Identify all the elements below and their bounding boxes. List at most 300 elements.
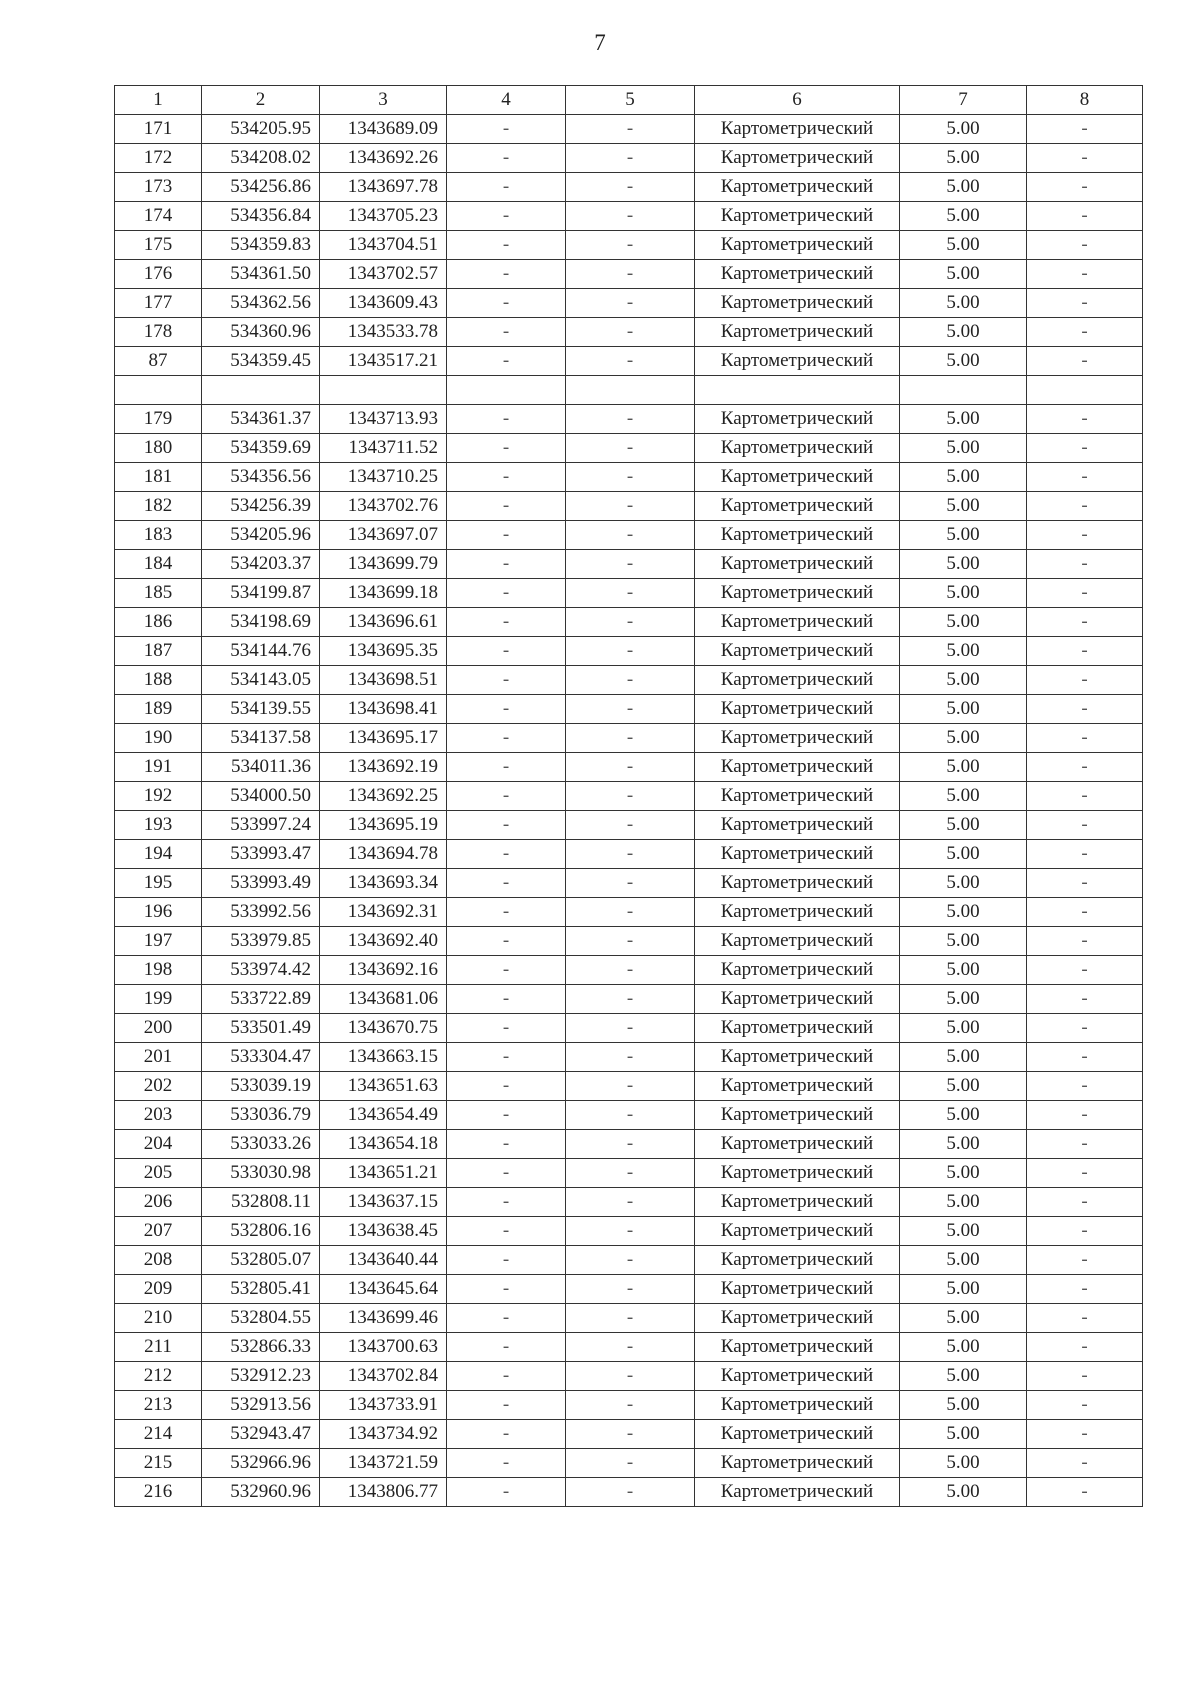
column-4-cell: - <box>447 782 566 811</box>
point-number-cell: 212 <box>115 1362 202 1391</box>
column-4-cell: - <box>447 463 566 492</box>
y-coordinate-cell: 1343704.51 <box>320 231 447 260</box>
method-cell: Картометрический <box>695 782 900 811</box>
method-cell: Картометрический <box>695 695 900 724</box>
coordinates-table <box>114 85 1143 1507</box>
column-8-cell: - <box>1027 434 1143 463</box>
method-cell: Картометрический <box>695 1014 900 1043</box>
y-coordinate-cell: 1343696.61 <box>320 608 447 637</box>
column-8-cell: - <box>1027 202 1143 231</box>
point-number-cell: 204 <box>115 1130 202 1159</box>
y-coordinate-cell: 1343700.63 <box>320 1333 447 1362</box>
point-number-cell: 87 <box>115 347 202 376</box>
column-5-cell: - <box>566 1246 695 1275</box>
point-number-cell: 200 <box>115 1014 202 1043</box>
point-number-cell: 198 <box>115 956 202 985</box>
accuracy-cell: 5.00 <box>900 811 1027 840</box>
table-row <box>115 144 1143 173</box>
point-number-cell: 176 <box>115 260 202 289</box>
y-coordinate-cell: 1343651.21 <box>320 1159 447 1188</box>
x-coordinate-cell: 534360.96 <box>202 318 320 347</box>
table-row <box>115 202 1143 231</box>
y-coordinate-cell: 1343693.34 <box>320 869 447 898</box>
table-body <box>115 115 1143 1507</box>
accuracy-cell: 5.00 <box>900 579 1027 608</box>
table-row <box>115 1130 1143 1159</box>
column-4-cell: - <box>447 1101 566 1130</box>
column-4-cell: - <box>447 840 566 869</box>
column-4-cell <box>447 376 566 405</box>
column-header: 7 <box>900 86 1027 115</box>
x-coordinate-cell: 533304.47 <box>202 1043 320 1072</box>
column-5-cell: - <box>566 231 695 260</box>
x-coordinate-cell: 534199.87 <box>202 579 320 608</box>
point-number-cell: 185 <box>115 579 202 608</box>
table-row <box>115 840 1143 869</box>
table-row <box>115 1449 1143 1478</box>
method-cell: Картометрический <box>695 1391 900 1420</box>
y-coordinate-cell: 1343638.45 <box>320 1217 447 1246</box>
column-8-cell: - <box>1027 1014 1143 1043</box>
table-row <box>115 1188 1143 1217</box>
column-5-cell: - <box>566 1362 695 1391</box>
table-row <box>115 1217 1143 1246</box>
accuracy-cell: 5.00 <box>900 985 1027 1014</box>
x-coordinate-cell: 532913.56 <box>202 1391 320 1420</box>
x-coordinate-cell: 533992.56 <box>202 898 320 927</box>
y-coordinate-cell: 1343695.19 <box>320 811 447 840</box>
method-cell: Картометрический <box>695 1420 900 1449</box>
column-8-cell: - <box>1027 695 1143 724</box>
x-coordinate-cell: 533036.79 <box>202 1101 320 1130</box>
x-coordinate-cell: 534011.36 <box>202 753 320 782</box>
column-4-cell: - <box>447 1217 566 1246</box>
column-5-cell: - <box>566 782 695 811</box>
point-number-cell: 210 <box>115 1304 202 1333</box>
accuracy-cell: 5.00 <box>900 347 1027 376</box>
accuracy-cell: 5.00 <box>900 492 1027 521</box>
column-8-cell: - <box>1027 898 1143 927</box>
column-4-cell: - <box>447 1159 566 1188</box>
column-8-cell: - <box>1027 492 1143 521</box>
column-5-cell: - <box>566 347 695 376</box>
point-number-cell: 199 <box>115 985 202 1014</box>
column-5-cell: - <box>566 695 695 724</box>
column-4-cell: - <box>447 753 566 782</box>
column-8-cell: - <box>1027 811 1143 840</box>
column-header: 8 <box>1027 86 1143 115</box>
x-coordinate-cell: 534256.39 <box>202 492 320 521</box>
column-4-cell: - <box>447 347 566 376</box>
table-row <box>115 898 1143 927</box>
x-coordinate-cell: 534356.84 <box>202 202 320 231</box>
column-4-cell: - <box>447 289 566 318</box>
x-coordinate-cell: 532804.55 <box>202 1304 320 1333</box>
point-number-cell: 183 <box>115 521 202 550</box>
x-coordinate-cell: 534139.55 <box>202 695 320 724</box>
column-5-cell: - <box>566 550 695 579</box>
y-coordinate-cell: 1343694.78 <box>320 840 447 869</box>
y-coordinate-cell: 1343702.76 <box>320 492 447 521</box>
y-coordinate-cell: 1343713.93 <box>320 405 447 434</box>
column-5-cell: - <box>566 492 695 521</box>
point-number-cell: 209 <box>115 1275 202 1304</box>
point-number-cell: 205 <box>115 1159 202 1188</box>
x-coordinate-cell: 534359.69 <box>202 434 320 463</box>
column-4-cell: - <box>447 1130 566 1159</box>
accuracy-cell: 5.00 <box>900 260 1027 289</box>
accuracy-cell: 5.00 <box>900 1130 1027 1159</box>
header-row <box>115 86 1143 115</box>
accuracy-cell: 5.00 <box>900 782 1027 811</box>
table-row <box>115 289 1143 318</box>
y-coordinate-cell: 1343711.52 <box>320 434 447 463</box>
point-number-cell: 191 <box>115 753 202 782</box>
y-coordinate-cell: 1343702.57 <box>320 260 447 289</box>
y-coordinate-cell: 1343651.63 <box>320 1072 447 1101</box>
column-4-cell: - <box>447 608 566 637</box>
y-coordinate-cell: 1343663.15 <box>320 1043 447 1072</box>
table-row <box>115 1420 1143 1449</box>
accuracy-cell: 5.00 <box>900 1420 1027 1449</box>
column-8-cell: - <box>1027 637 1143 666</box>
y-coordinate-cell: 1343806.77 <box>320 1478 447 1507</box>
accuracy-cell <box>900 376 1027 405</box>
accuracy-cell: 5.00 <box>900 144 1027 173</box>
table-row <box>115 1014 1143 1043</box>
column-5-cell: - <box>566 1420 695 1449</box>
method-cell: Картометрический <box>695 1130 900 1159</box>
x-coordinate-cell: 532943.47 <box>202 1420 320 1449</box>
column-4-cell: - <box>447 1478 566 1507</box>
point-number-cell: 171 <box>115 115 202 144</box>
column-4-cell: - <box>447 550 566 579</box>
accuracy-cell: 5.00 <box>900 1072 1027 1101</box>
column-4-cell: - <box>447 1014 566 1043</box>
accuracy-cell: 5.00 <box>900 927 1027 956</box>
method-cell: Картометрический <box>695 144 900 173</box>
table-row <box>115 115 1143 144</box>
point-number-cell: 203 <box>115 1101 202 1130</box>
point-number-cell: 184 <box>115 550 202 579</box>
method-cell: Картометрический <box>695 1478 900 1507</box>
column-4-cell: - <box>447 202 566 231</box>
x-coordinate-cell: 532866.33 <box>202 1333 320 1362</box>
x-coordinate-cell: 532960.96 <box>202 1478 320 1507</box>
column-header: 2 <box>202 86 320 115</box>
y-coordinate-cell: 1343654.49 <box>320 1101 447 1130</box>
x-coordinate-cell: 534361.50 <box>202 260 320 289</box>
accuracy-cell: 5.00 <box>900 434 1027 463</box>
accuracy-cell: 5.00 <box>900 1043 1027 1072</box>
column-4-cell: - <box>447 637 566 666</box>
point-number-cell: 189 <box>115 695 202 724</box>
column-8-cell: - <box>1027 1130 1143 1159</box>
column-4-cell: - <box>447 144 566 173</box>
column-8-cell: - <box>1027 347 1143 376</box>
column-5-cell: - <box>566 1391 695 1420</box>
x-coordinate-cell: 534356.56 <box>202 463 320 492</box>
point-number-cell: 190 <box>115 724 202 753</box>
y-coordinate-cell: 1343697.07 <box>320 521 447 550</box>
accuracy-cell: 5.00 <box>900 753 1027 782</box>
column-4-cell: - <box>447 1333 566 1362</box>
x-coordinate-cell: 534361.37 <box>202 405 320 434</box>
method-cell: Картометрический <box>695 347 900 376</box>
accuracy-cell: 5.00 <box>900 1362 1027 1391</box>
column-4-cell: - <box>447 434 566 463</box>
point-number-cell: 207 <box>115 1217 202 1246</box>
method-cell: Картометрический <box>695 115 900 144</box>
column-8-cell: - <box>1027 1159 1143 1188</box>
y-coordinate-cell: 1343689.09 <box>320 115 447 144</box>
table-row <box>115 1159 1143 1188</box>
accuracy-cell: 5.00 <box>900 405 1027 434</box>
method-cell: Картометрический <box>695 289 900 318</box>
column-4-cell: - <box>447 1420 566 1449</box>
column-header: 5 <box>566 86 695 115</box>
column-8-cell: - <box>1027 1246 1143 1275</box>
method-cell: Картометрический <box>695 1333 900 1362</box>
point-number-cell: 195 <box>115 869 202 898</box>
table-row <box>115 695 1143 724</box>
table-row <box>115 608 1143 637</box>
x-coordinate-cell: 532806.16 <box>202 1217 320 1246</box>
column-8-cell: - <box>1027 144 1143 173</box>
method-cell: Картометрический <box>695 840 900 869</box>
method-cell: Картометрический <box>695 1072 900 1101</box>
column-5-cell: - <box>566 1333 695 1362</box>
y-coordinate-cell: 1343697.78 <box>320 173 447 202</box>
accuracy-cell: 5.00 <box>900 1478 1027 1507</box>
column-5-cell: - <box>566 434 695 463</box>
method-cell: Картометрический <box>695 173 900 202</box>
column-8-cell: - <box>1027 173 1143 202</box>
column-5-cell: - <box>566 1159 695 1188</box>
accuracy-cell: 5.00 <box>900 724 1027 753</box>
y-coordinate-cell: 1343721.59 <box>320 1449 447 1478</box>
y-coordinate-cell: 1343609.43 <box>320 289 447 318</box>
column-8-cell: - <box>1027 1217 1143 1246</box>
accuracy-cell: 5.00 <box>900 173 1027 202</box>
table-row <box>115 347 1143 376</box>
column-4-cell: - <box>447 318 566 347</box>
table-row <box>115 811 1143 840</box>
column-8-cell: - <box>1027 318 1143 347</box>
method-cell: Картометрический <box>695 521 900 550</box>
accuracy-cell: 5.00 <box>900 521 1027 550</box>
accuracy-cell: 5.00 <box>900 1333 1027 1362</box>
point-number-cell: 211 <box>115 1333 202 1362</box>
accuracy-cell: 5.00 <box>900 1391 1027 1420</box>
column-8-cell: - <box>1027 608 1143 637</box>
column-8-cell: - <box>1027 985 1143 1014</box>
method-cell: Картометрический <box>695 318 900 347</box>
column-4-cell: - <box>447 579 566 608</box>
table-row <box>115 927 1143 956</box>
y-coordinate-cell: 1343695.35 <box>320 637 447 666</box>
method-cell: Картометрический <box>695 724 900 753</box>
method-cell: Картометрический <box>695 579 900 608</box>
column-8-cell: - <box>1027 115 1143 144</box>
method-cell: Картометрический <box>695 1246 900 1275</box>
column-4-cell: - <box>447 260 566 289</box>
column-5-cell: - <box>566 463 695 492</box>
column-4-cell: - <box>447 985 566 1014</box>
table-row <box>115 1391 1143 1420</box>
accuracy-cell: 5.00 <box>900 608 1027 637</box>
method-cell: Картометрический <box>695 202 900 231</box>
column-5-cell: - <box>566 1217 695 1246</box>
method-cell <box>695 376 900 405</box>
column-5-cell: - <box>566 1014 695 1043</box>
x-coordinate-cell: 533033.26 <box>202 1130 320 1159</box>
y-coordinate-cell: 1343710.25 <box>320 463 447 492</box>
column-5-cell: - <box>566 724 695 753</box>
point-number-cell: 192 <box>115 782 202 811</box>
table-row <box>115 637 1143 666</box>
y-coordinate-cell: 1343699.79 <box>320 550 447 579</box>
table-row <box>115 985 1143 1014</box>
column-8-cell: - <box>1027 1362 1143 1391</box>
column-4-cell: - <box>447 1275 566 1304</box>
column-5-cell: - <box>566 1478 695 1507</box>
column-4-cell: - <box>447 173 566 202</box>
point-number-cell: 188 <box>115 666 202 695</box>
column-5-cell: - <box>566 666 695 695</box>
point-number-cell: 187 <box>115 637 202 666</box>
accuracy-cell: 5.00 <box>900 550 1027 579</box>
table-row <box>115 782 1143 811</box>
y-coordinate-cell: 1343692.16 <box>320 956 447 985</box>
column-4-cell: - <box>447 956 566 985</box>
accuracy-cell: 5.00 <box>900 1275 1027 1304</box>
column-4-cell: - <box>447 1391 566 1420</box>
column-4-cell: - <box>447 724 566 753</box>
column-8-cell: - <box>1027 753 1143 782</box>
accuracy-cell: 5.00 <box>900 463 1027 492</box>
y-coordinate-cell: 1343681.06 <box>320 985 447 1014</box>
column-8-cell: - <box>1027 289 1143 318</box>
point-number-cell: 208 <box>115 1246 202 1275</box>
x-coordinate-cell: 534198.69 <box>202 608 320 637</box>
table-row <box>115 1101 1143 1130</box>
table-row <box>115 434 1143 463</box>
column-8-cell: - <box>1027 1420 1143 1449</box>
column-4-cell: - <box>447 869 566 898</box>
y-coordinate-cell: 1343699.46 <box>320 1304 447 1333</box>
column-4-cell: - <box>447 1072 566 1101</box>
table-row <box>115 956 1143 985</box>
table-row <box>115 231 1143 260</box>
point-number-cell: 202 <box>115 1072 202 1101</box>
column-4-cell: - <box>447 492 566 521</box>
point-number-cell <box>115 376 202 405</box>
table-row <box>115 521 1143 550</box>
table-row <box>115 463 1143 492</box>
column-8-cell: - <box>1027 869 1143 898</box>
accuracy-cell: 5.00 <box>900 695 1027 724</box>
column-4-cell: - <box>447 115 566 144</box>
column-8-cell: - <box>1027 1478 1143 1507</box>
column-4-cell: - <box>447 231 566 260</box>
y-coordinate-cell: 1343734.92 <box>320 1420 447 1449</box>
y-coordinate-cell: 1343698.51 <box>320 666 447 695</box>
table-row <box>115 173 1143 202</box>
method-cell: Картометрический <box>695 1362 900 1391</box>
accuracy-cell: 5.00 <box>900 1014 1027 1043</box>
accuracy-cell: 5.00 <box>900 869 1027 898</box>
table-row <box>115 1246 1143 1275</box>
column-8-cell: - <box>1027 1449 1143 1478</box>
y-coordinate-cell <box>320 376 447 405</box>
table-row <box>115 1072 1143 1101</box>
column-5-cell: - <box>566 260 695 289</box>
column-8-cell: - <box>1027 782 1143 811</box>
point-number-cell: 181 <box>115 463 202 492</box>
column-5-cell: - <box>566 927 695 956</box>
column-8-cell: - <box>1027 260 1143 289</box>
column-5-cell: - <box>566 1304 695 1333</box>
column-4-cell: - <box>447 898 566 927</box>
y-coordinate-cell: 1343692.31 <box>320 898 447 927</box>
column-5-cell: - <box>566 869 695 898</box>
column-4-cell: - <box>447 521 566 550</box>
x-coordinate-cell: 533501.49 <box>202 1014 320 1043</box>
accuracy-cell: 5.00 <box>900 318 1027 347</box>
point-number-cell: 172 <box>115 144 202 173</box>
column-8-cell: - <box>1027 521 1143 550</box>
table-row <box>115 753 1143 782</box>
y-coordinate-cell: 1343699.18 <box>320 579 447 608</box>
accuracy-cell: 5.00 <box>900 1217 1027 1246</box>
column-4-cell: - <box>447 811 566 840</box>
x-coordinate-cell: 533993.49 <box>202 869 320 898</box>
method-cell: Картометрический <box>695 434 900 463</box>
column-header: 4 <box>447 86 566 115</box>
accuracy-cell: 5.00 <box>900 1159 1027 1188</box>
y-coordinate-cell: 1343733.91 <box>320 1391 447 1420</box>
column-5-cell: - <box>566 1188 695 1217</box>
table-row <box>115 260 1143 289</box>
y-coordinate-cell: 1343692.26 <box>320 144 447 173</box>
method-cell: Картометрический <box>695 869 900 898</box>
method-cell: Картометрический <box>695 753 900 782</box>
x-coordinate-cell: 532966.96 <box>202 1449 320 1478</box>
accuracy-cell: 5.00 <box>900 1188 1027 1217</box>
x-coordinate-cell: 534203.37 <box>202 550 320 579</box>
column-5-cell <box>566 376 695 405</box>
column-8-cell: - <box>1027 463 1143 492</box>
table-row <box>115 492 1143 521</box>
method-cell: Картометрический <box>695 405 900 434</box>
table-row <box>115 318 1143 347</box>
column-5-cell: - <box>566 1043 695 1072</box>
column-5-cell: - <box>566 144 695 173</box>
column-4-cell: - <box>447 1449 566 1478</box>
table-row <box>115 1304 1143 1333</box>
method-cell: Картометрический <box>695 985 900 1014</box>
accuracy-cell: 5.00 <box>900 231 1027 260</box>
column-8-cell: - <box>1027 1101 1143 1130</box>
y-coordinate-cell: 1343654.18 <box>320 1130 447 1159</box>
method-cell: Картометрический <box>695 1304 900 1333</box>
column-header: 3 <box>320 86 447 115</box>
table-row <box>115 376 1143 405</box>
column-header: 1 <box>115 86 202 115</box>
column-8-cell: - <box>1027 1333 1143 1362</box>
column-5-cell: - <box>566 956 695 985</box>
